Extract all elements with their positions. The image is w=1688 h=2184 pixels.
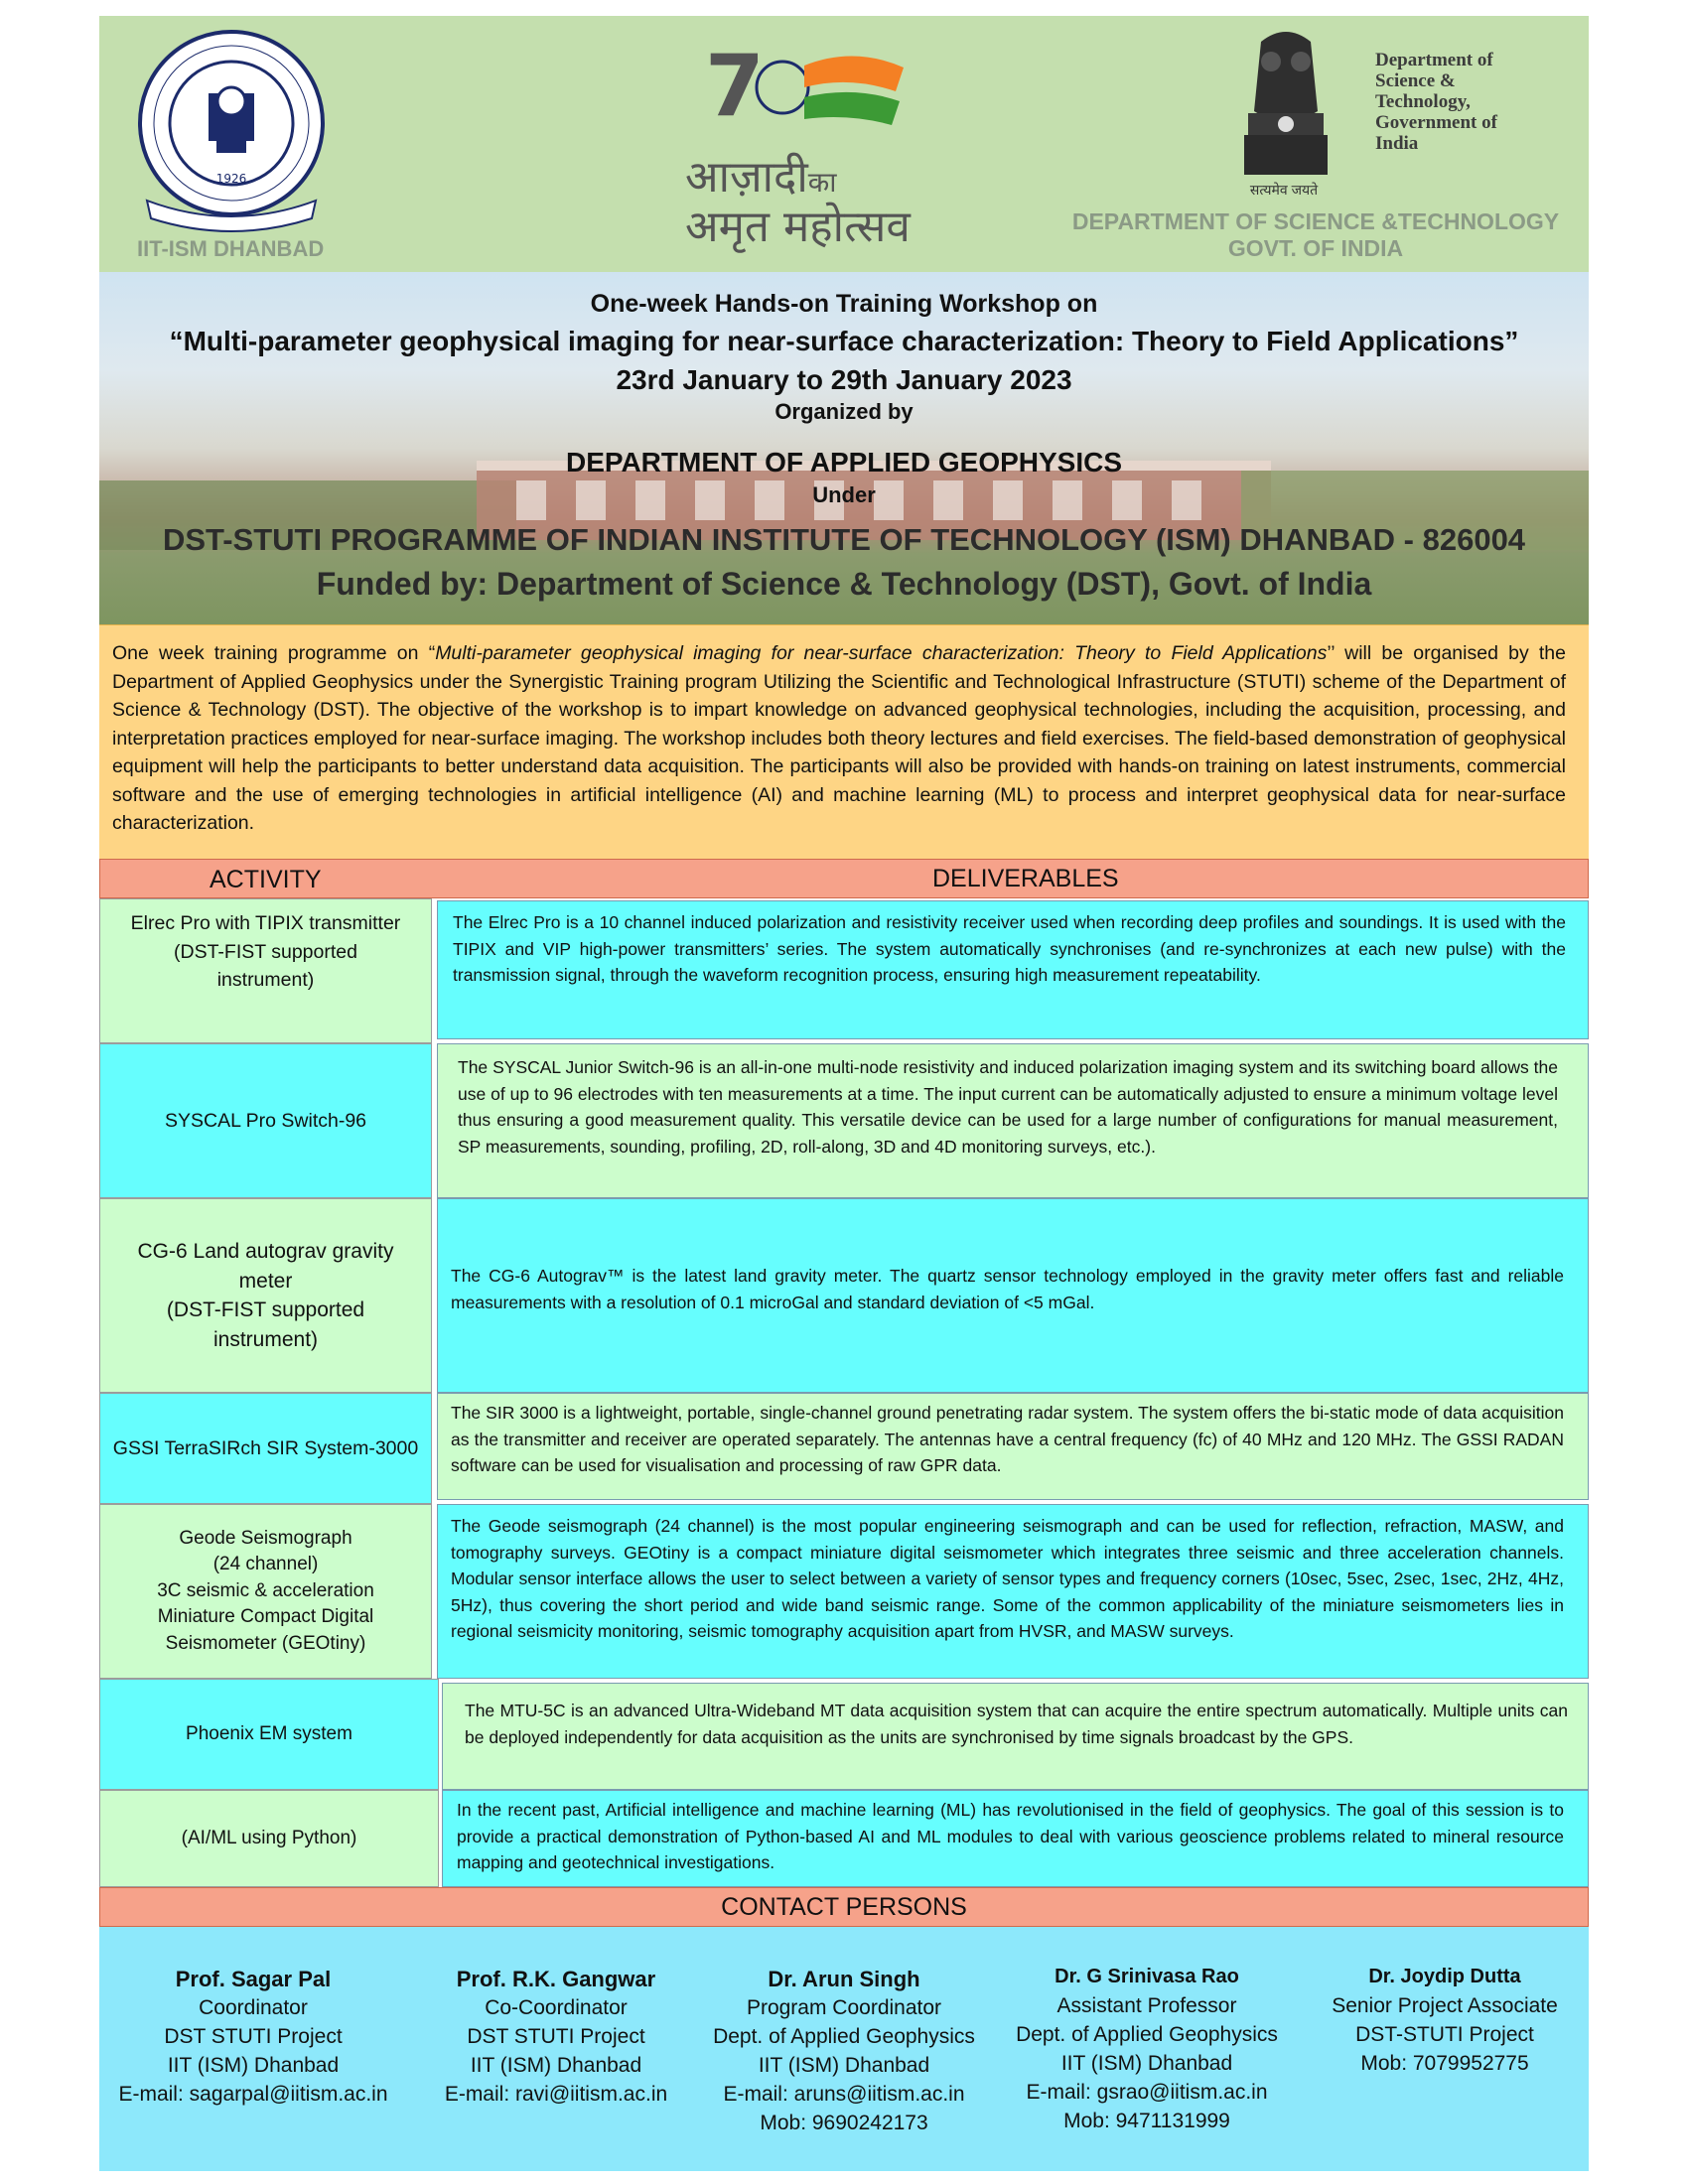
contact-card [695, 1965, 993, 2137]
activity-line: (24 channel) [212, 1554, 319, 1575]
contact-name: Prof. R.K. Gangwar [456, 1967, 656, 1991]
under-label: Under [812, 482, 876, 507]
header-band [99, 16, 1589, 272]
contact-name: Dr. G Srinivasa Rao [1055, 1966, 1239, 1987]
activity-line: Phoenix EM system [186, 1723, 352, 1744]
dst-line: India [1375, 133, 1419, 154]
activity-line: instrument) [216, 969, 315, 991]
dst-caption-line2: GOVT. OF INDIA [1227, 235, 1404, 261]
activity-line: meter [238, 1269, 293, 1293]
iit-caption: IIT-ISM DHANBAD [137, 236, 325, 261]
activity-line: GSSI TerraSIRch SIR System-3000 [112, 1436, 419, 1459]
contact-card [417, 1965, 695, 2109]
dst-line: Technology, [1375, 91, 1471, 112]
dst-block [1375, 50, 1497, 154]
azadi-line2: अमृत महोत्सव [685, 202, 911, 252]
table-row [99, 1790, 1589, 1887]
contact-line: Program Coordinator [746, 1996, 942, 2019]
activity-cell [99, 1504, 432, 1679]
activity-line: Geode Seismograph [179, 1527, 352, 1549]
organizer-dept: DEPARTMENT OF APPLIED GEOPHYSICS [565, 447, 1123, 478]
intro-rest: ’’ will be organised by the Department of Applied Geophysics under the Synergistic Training program Utilizing the Scientific and Technological Infrastructure (STUTI) scheme of the Department of Science & Technology (DST). The objective of the workshop is to impart knowledge on advanced geophysical technologies, including the acquisition, processing, and interpretation practices employed for near-surface imaging. The workshop includes both theory lectures and field exercises. The field-based demonstration of geophysical equipment will help the participants to better understand data acquisition. The participants will also be provided with hands-on training on latest instruments, commercial software and the use of emerging technologies in artificial intelligence (AI) and machine learning (ML) to process and interpret geophysical data for near-surface characterization. [112, 642, 1567, 834]
contact-name: Dr. Joydip Dutta [1368, 1966, 1521, 1987]
deliverable-cell: The Geode seismograph (24 channel) is the most popular engineering seismograph and can be used for reflection, refraction, MASW, and tomography surveys. GEOtiny is a compact miniature digital seismometer which integrates three seismic and three acceleration channels. Modular sensor interface allows the user to select between a variety of sensor types and frequency corners (10sec, 5sec, 2sec, 1sec, 2Hz, 4Hz, 5Hz), thus covering the short period and wide band seismic range. Some of the common applicability of the miniature seismometers lies in regional seismicity monitoring, seismic tomography acquisition apart from HVSR, and MASW surveys. [437, 1504, 1589, 1679]
activity-header: ACTIVITY [210, 866, 322, 893]
intro-italic-title: Multi-parameter geophysical imaging for near-surface characterization: Theory to Field Applications [435, 642, 1328, 664]
activity-line: 3C seismic & acceleration [157, 1579, 374, 1601]
contact-email: E-mail: sagarpal@iitism.ac.in [118, 2083, 388, 2106]
funded-by-line: Funded by: Department of Science & Technology (DST), Govt. of India [316, 566, 1372, 602]
activity-cell [99, 1393, 432, 1504]
contact-email: E-mail: ravi@iitism.ac.in [444, 2083, 668, 2106]
azadi-ka-amrit-mahotsav-logo [665, 36, 933, 252]
contact-line: IIT (ISM) Dhanbad [1060, 2052, 1233, 2075]
workshop-dates: 23rd January to 29th January 2023 [616, 364, 1072, 395]
contact-email: E-mail: aruns@iitism.ac.in [723, 2083, 965, 2106]
activity-cell [99, 1043, 432, 1198]
contact-line: Co-Coordinator [485, 1996, 628, 2019]
dst-line: Department of [1375, 50, 1493, 70]
contact-line: IIT (ISM) Dhanbad [470, 2054, 642, 2077]
deliverables-header: DELIVERABLES [932, 865, 1119, 892]
contact-line: Dept. of Applied Geophysics [1016, 2023, 1278, 2046]
table-row [99, 1393, 1589, 1504]
azadi-line1: आज़ादीका [685, 152, 837, 203]
contact-line: DST STUTI Project [164, 2025, 343, 2048]
activity-line: CG-6 Land autograv gravity [137, 1240, 394, 1263]
contact-line: Assistant Professor [1056, 1994, 1237, 2017]
title-banner [99, 272, 1589, 624]
activity-line: instrument) [212, 1327, 319, 1351]
svg-text:7: 7 [705, 37, 765, 136]
workshop-title: “Multi-parameter geophysical imaging for near-surface characterization: Theory to Field Applications” [169, 326, 1519, 356]
intro-paragraph [99, 624, 1589, 859]
contact-line: Coordinator [199, 1996, 308, 2019]
contact-line: Dept. of Applied Geophysics [713, 2025, 975, 2048]
activity-cell [99, 1790, 439, 1887]
activity-line: SYSCAL Pro Switch-96 [164, 1109, 367, 1132]
table-row [99, 1043, 1589, 1198]
activity-line: Elrec Pro with TIPIX transmitter [130, 912, 401, 934]
dst-caption [1038, 208, 1594, 262]
table-row [99, 1679, 1589, 1790]
activity-line: Seismometer (GEOtiny) [165, 1632, 366, 1654]
activity-cell [99, 898, 432, 1043]
table-row [99, 898, 1589, 1043]
organized-by: Organized by [774, 399, 914, 424]
contact-card [1301, 1963, 1589, 2078]
contact-card [99, 1965, 407, 2109]
contact-name: Dr. Arun Singh [768, 1967, 920, 1991]
contact-line: DST-STUTI Project [1355, 2023, 1534, 2046]
activity-cell [99, 1679, 439, 1790]
contact-line: Senior Project Associate [1332, 1994, 1558, 2017]
programme-line: DST-STUTI PROGRAMME OF INDIAN INSTITUTE OF TECHNOLOGY (ISM) DHANBAD - 826004 [162, 522, 1526, 557]
workshop-type: One-week Hands-on Training Workshop on [590, 290, 1098, 318]
table-header [99, 859, 1589, 898]
activity-line: (DST-FIST supported [166, 1298, 365, 1321]
contacts-section [99, 1927, 1589, 2171]
contact-card [998, 1963, 1296, 2135]
dst-caption-line1: DEPARTMENT OF SCIENCE &TECHNOLOGY [1071, 208, 1560, 234]
contact-email: E-mail: gsrao@iitism.ac.in [1026, 2081, 1268, 2104]
satyamev-jayate: सत्यमेव जयते [1249, 182, 1319, 198]
contact-line: IIT (ISM) Dhanbad [758, 2054, 930, 2077]
contact-phone: Mob: 9690242173 [760, 2112, 928, 2134]
iit-ism-logo [117, 24, 346, 242]
contact-name: Prof. Sagar Pal [175, 1967, 332, 1991]
deliverable-cell: The MTU-5C is an advanced Ultra-Wideband MT data acquisition system that can acquire the entire spectrum automatically. Multiple units can be deployed independently for data acquisition as the units are synchronised by time signals broadcast by the GPS. [442, 1683, 1589, 1790]
contact-line: DST STUTI Project [467, 2025, 645, 2048]
contact-phone: Mob: 9471131999 [1063, 2110, 1230, 2132]
activity-cell [99, 1198, 432, 1393]
deliverable-cell: In the recent past, Artificial intelligence and machine learning (ML) has revolutionised in the field of geophysics. The goal of this session is to provide a practical demonstration of Python-based AI and ML modules to deal with various geoscience problems related to mineral resource mapping and geotechnical investigations. [442, 1790, 1589, 1887]
svg-text:1926: 1926 [215, 172, 247, 186]
contacts-header: CONTACT PERSONS [99, 1887, 1589, 1927]
national-emblem [1226, 22, 1345, 205]
table-row [99, 1504, 1589, 1679]
contact-phone: Mob: 7079952775 [1360, 2052, 1529, 2075]
dst-line: Government of [1375, 112, 1497, 133]
activity-line: (AI/ML using Python) [181, 1828, 357, 1848]
activity-line: Miniature Compact Digital [157, 1606, 374, 1628]
deliverable-cell: The Elrec Pro is a 10 channel induced polarization and resistivity receiver used when recording deep profiles and soundings. It is used with the TIPIX and VIP high-power transmitters’ series. The system automatically synchronises (and re-synchronizes at each new pulse) with the transmission signal, through the waveform recognition process, ensuring high measurement repeatability. [437, 900, 1589, 1039]
intro-lead: One week training programme on “ [112, 642, 436, 664]
seventy-five-mark [665, 36, 933, 145]
dst-line: Science & [1375, 70, 1456, 91]
deliverable-cell: The SYSCAL Junior Switch-96 is an all-in-one multi-node resistivity and induced polarization imaging system and its switching board allows the use of up to 96 electrodes with ten measurements at a time. The input current can be automatically adjusted to ensure a minimum voltage level thus ensuring a good measurement quality. This versatile device can be used for a large number of configurations for manual measurement, SP measurements, sounding, profiling, 2D, roll-along, 3D and 4D monitoring surveys, etc.). [437, 1043, 1589, 1198]
contact-line: IIT (ISM) Dhanbad [167, 2054, 340, 2077]
deliverable-cell: The CG-6 Autograv™ is the latest land gravity meter. The quartz sensor technology employed in the gravity meter offers fast and reliable measurements with a resolution of 0.1 microGal and standard deviation of <5 mGal. [437, 1198, 1589, 1393]
table-row [99, 1198, 1589, 1393]
activity-line: (DST-FIST supported [174, 940, 357, 963]
deliverable-cell: The SIR 3000 is a lightweight, portable, single-channel ground penetrating radar system. The system offers the bi-static mode of data acquisition as the transmitter and receiver are operated separately. The antennas have a central frequency (fc) of 40 MHz and 120 MHz. The GSSI RADAN software can be used for visualisation and processing of raw GPR data. [437, 1393, 1589, 1500]
poster [99, 16, 1589, 2171]
